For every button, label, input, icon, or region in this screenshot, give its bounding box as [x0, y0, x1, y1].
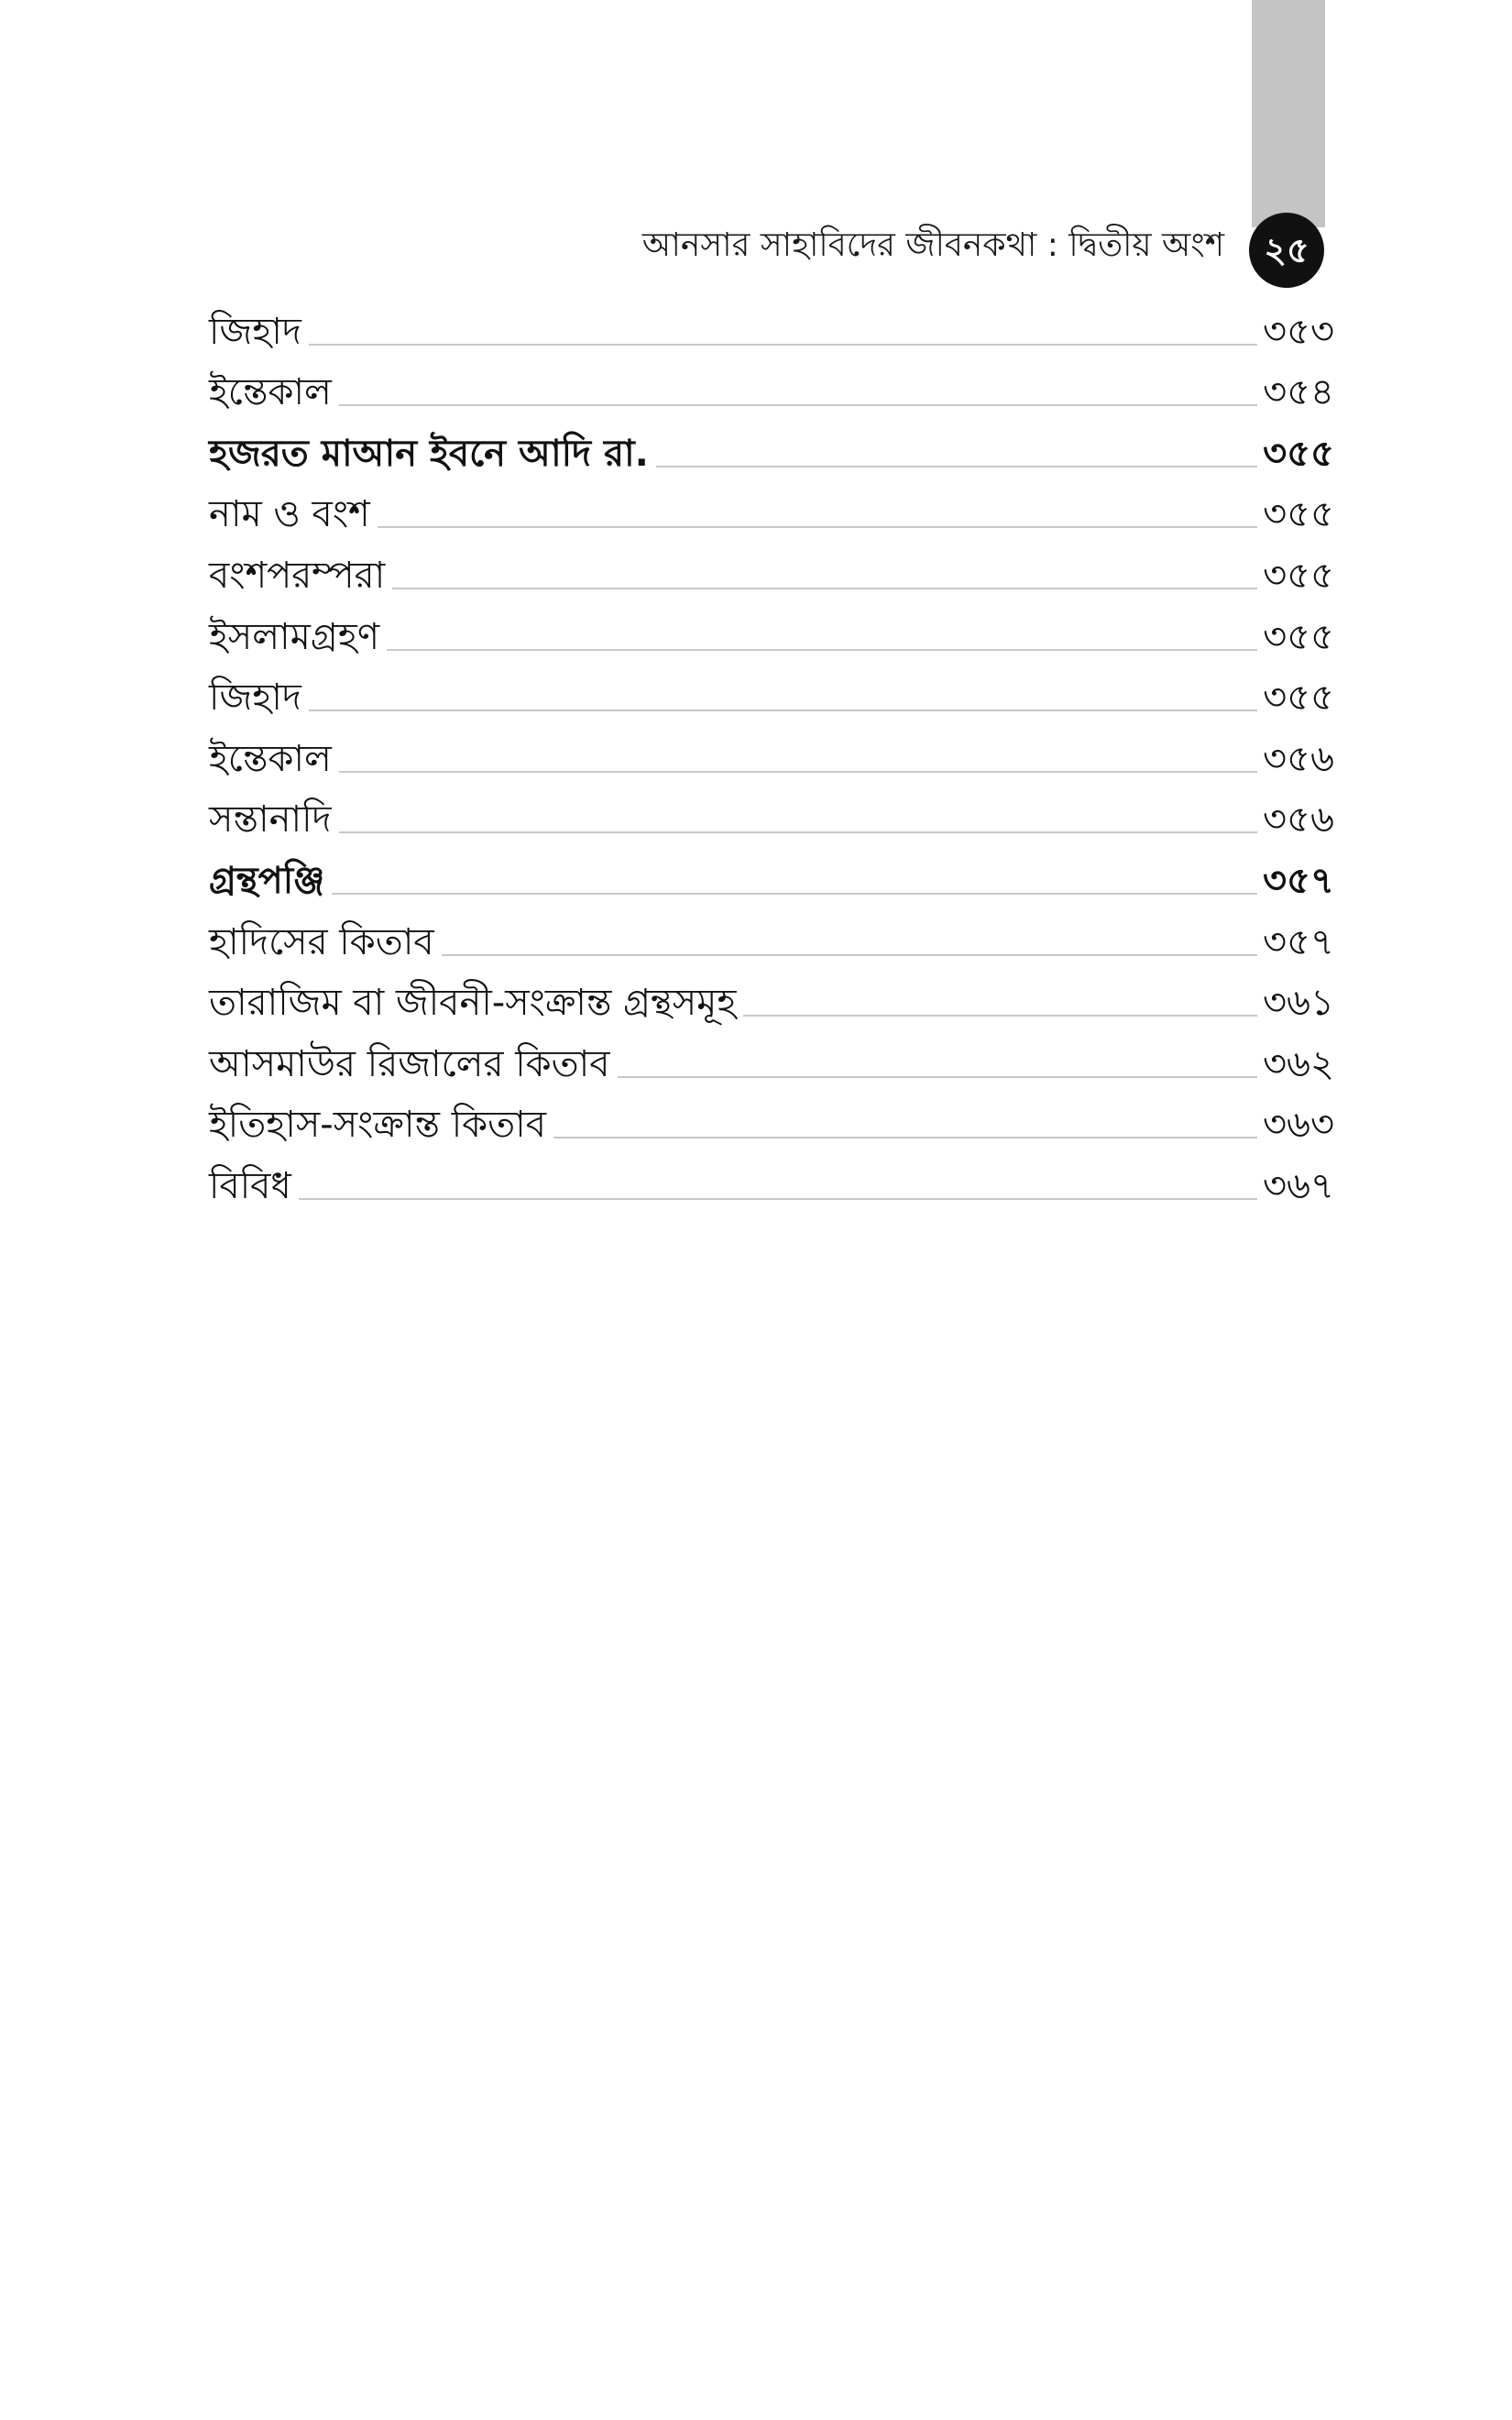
toc-leader: [656, 466, 1257, 468]
toc-leader: [309, 710, 1257, 711]
toc-section-row[interactable]: [209, 423, 1334, 484]
toc-row[interactable]: [209, 789, 1334, 851]
toc-page: ৩৬৩: [1262, 1104, 1334, 1147]
toc-title: হজরত মাআন ইবনে আদি রা.: [209, 432, 649, 475]
toc-leader: [339, 771, 1257, 773]
toc-row[interactable]: [209, 362, 1334, 424]
toc-title: ইসলামগ্রহণ: [209, 615, 380, 658]
toc-page: ৩৫৫: [1263, 554, 1334, 597]
running-header: আনসার সাহাবিদের জীবনকথা : দ্বিতীয় অংশ: [641, 226, 1224, 264]
toc-page: ৩৬৭: [1262, 1164, 1334, 1207]
toc-page: ৩৫৬: [1263, 737, 1334, 780]
page-number-badge: ২৫: [1249, 213, 1324, 288]
toc-title: জিহাদ: [209, 310, 301, 353]
table-of-contents: [209, 301, 1334, 1216]
toc-section-row[interactable]: [209, 850, 1334, 911]
toc-page: ৩৫৭: [1263, 859, 1334, 902]
toc-title: বিবিধ: [209, 1164, 291, 1207]
toc-title: গ্রন্থপঞ্জি: [209, 859, 325, 902]
toc-row[interactable]: [209, 1155, 1334, 1216]
toc-page: ৩৫৫: [1263, 493, 1334, 536]
toc-row[interactable]: [209, 911, 1334, 973]
toc-page: ৩৬২: [1262, 1042, 1334, 1085]
toc-row[interactable]: [209, 544, 1334, 606]
toc-title: ইতিহাস-সংক্রান্ত কিতাব: [209, 1104, 547, 1147]
toc-title: ইন্তেকাল: [209, 737, 332, 780]
toc-title: আসমাউর রিজালের কিতাব: [209, 1042, 610, 1085]
toc-title: সন্তানাদি: [209, 798, 332, 842]
toc-leader: [299, 1198, 1257, 1200]
toc-page: ৩৫৭: [1263, 920, 1334, 963]
toc-page: ৩৫৫: [1263, 676, 1334, 720]
toc-title: নাম ও বংশ: [209, 493, 370, 536]
toc-row[interactable]: [209, 301, 1334, 362]
toc-page: ৩৫৬: [1263, 798, 1334, 842]
toc-page: ৩৫৩: [1263, 310, 1334, 353]
toc-leader: [442, 954, 1257, 956]
toc-page: ৩৫৫: [1263, 432, 1334, 475]
toc-leader: [378, 526, 1257, 528]
side-tab: [1252, 0, 1325, 227]
toc-page: ৩৬১: [1263, 982, 1334, 1025]
toc-leader: [553, 1137, 1257, 1138]
toc-leader: [339, 404, 1257, 406]
toc-row[interactable]: [209, 606, 1334, 667]
toc-page: ৩৫৪: [1263, 371, 1334, 414]
toc-row[interactable]: [209, 973, 1334, 1034]
toc-row[interactable]: [209, 728, 1334, 789]
toc-page: ৩৫৫: [1263, 615, 1334, 658]
toc-row[interactable]: [209, 484, 1334, 545]
toc-title: বংশপরম্পরা: [209, 554, 386, 597]
toc-title: তারাজিম বা জীবনী-সংক্রান্ত গ্রন্থসমূহ: [209, 982, 737, 1025]
toc-leader: [309, 344, 1257, 346]
toc-leader: [392, 588, 1257, 589]
toc-leader: [618, 1076, 1257, 1078]
toc-title: হাদিসের কিতাব: [209, 920, 434, 963]
toc-leader: [332, 893, 1257, 895]
toc-leader: [387, 649, 1257, 651]
toc-leader: [743, 1015, 1257, 1017]
toc-row[interactable]: [209, 1033, 1334, 1094]
toc-row[interactable]: [209, 1094, 1334, 1156]
toc-title: ইন্তেকাল: [209, 371, 332, 414]
toc-title: জিহাদ: [209, 676, 301, 720]
toc-leader: [339, 831, 1257, 833]
toc-row[interactable]: [209, 667, 1334, 729]
